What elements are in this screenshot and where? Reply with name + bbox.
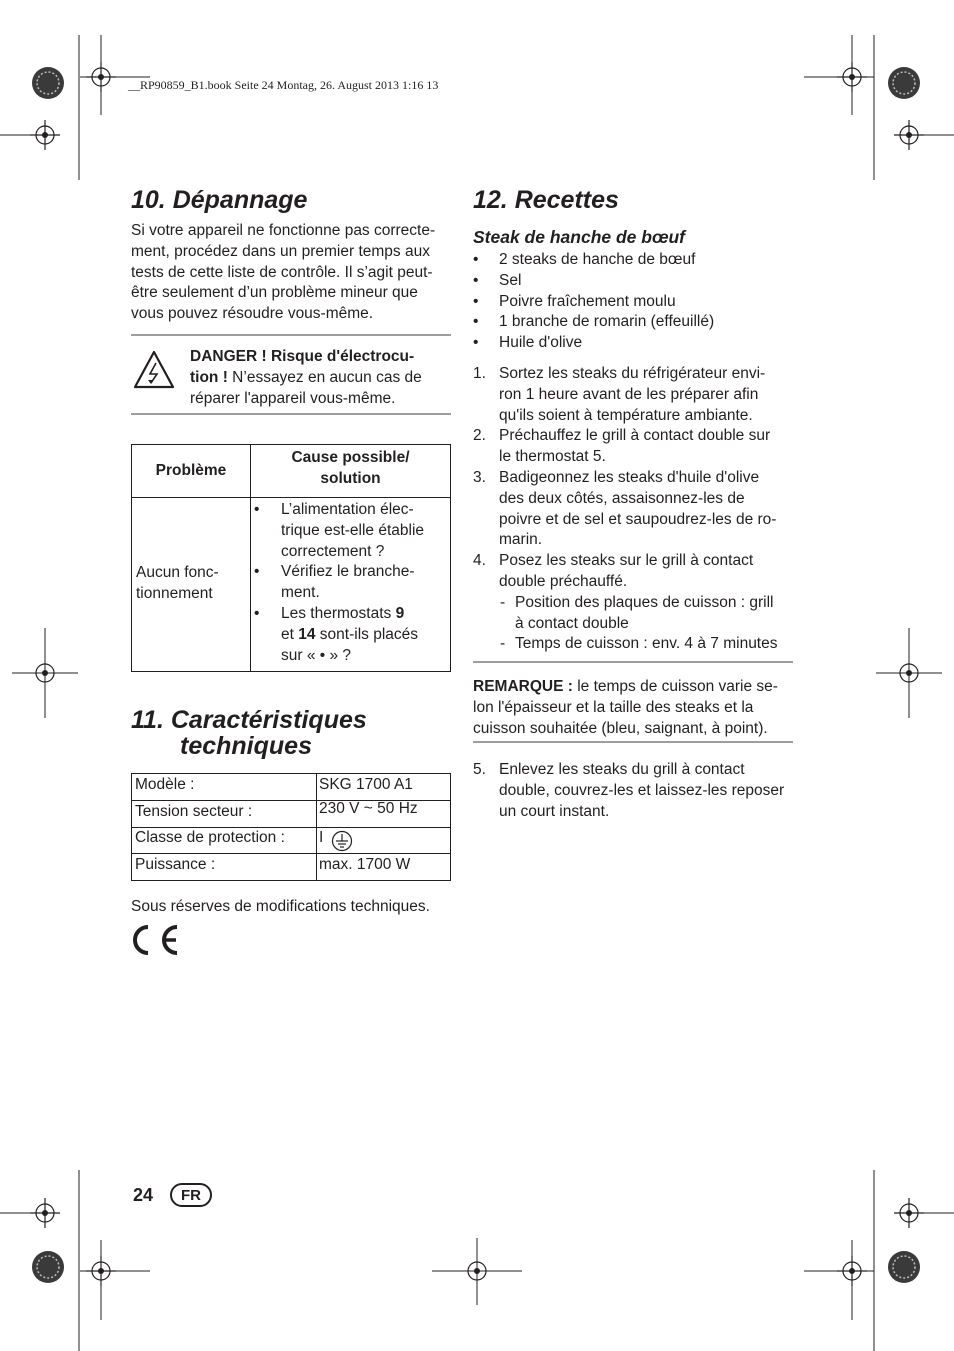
section-11-title: [131, 707, 367, 759]
step-number: 5.: [473, 761, 486, 778]
danger-line: [190, 368, 452, 389]
solution-text: Les thermostats: [281, 604, 396, 622]
solution-item: [254, 562, 450, 604]
specs-table: [131, 773, 451, 881]
dash: -: [500, 635, 506, 653]
step-line: Préchauffez le grill à contact double sur: [499, 427, 771, 445]
remark-note: [473, 677, 795, 739]
step-item: [473, 426, 795, 468]
step-line: Badigeonnez les steaks d'huile d'olive: [499, 468, 760, 486]
remark-line: cuisson souhaitée (bleu, saignant, à point).: [473, 719, 768, 737]
book-header: __RP90859_B1.book Seite 24 Montag, 26. August 2013 1:16 13: [128, 78, 439, 92]
ingredient-item: [473, 333, 793, 354]
danger-line: DANGER ! Risque d'électrocu-: [190, 348, 415, 365]
spec-value: max. 1700 W: [319, 856, 411, 873]
ingredient-text: 2 steaks de hanche de bœuf: [499, 251, 696, 268]
bullet: •: [254, 563, 260, 581]
solution-line: Vérifiez le branche-: [281, 563, 415, 581]
step-line: le thermostat 5.: [499, 448, 606, 466]
danger-text: N’essayez en aucun cas de: [227, 368, 422, 386]
solution-line: [281, 625, 450, 646]
step-line: Enlevez les steaks du grill à contact: [499, 761, 745, 778]
step-item: [473, 551, 795, 655]
divider: [131, 413, 451, 415]
remark-line: lon l'épaisseur et la taille des steaks et la: [473, 698, 754, 716]
divider: [473, 741, 793, 743]
remark-label: REMARQUE :: [473, 678, 573, 695]
bullet: •: [473, 292, 479, 310]
steps-list: [473, 364, 795, 655]
solution-line: correctement ?: [281, 542, 385, 560]
step-number: 1.: [473, 365, 486, 382]
ingredient-text: 1 branche de romarin (effeuillé): [499, 313, 715, 331]
spec-value: 230 V ~ 50 Hz: [319, 800, 418, 817]
problem-line: Aucun fonc-: [136, 564, 219, 581]
intro-line: ment, procédez dans un premier temps aux: [131, 242, 430, 260]
header-line: Cause possible/: [291, 449, 410, 466]
title-line: techniques: [180, 732, 312, 760]
dash: -: [500, 593, 506, 611]
sub-line: Position des plaques de cuisson : grill: [515, 593, 774, 611]
remark-text: le temps de cuisson varie se-: [572, 678, 778, 695]
solution-line: [281, 604, 450, 625]
electric-warning-icon: [133, 350, 175, 390]
step-line: un court instant.: [499, 802, 610, 820]
title-line: 11. Caractéristiques: [131, 706, 367, 734]
remark-line: [473, 677, 795, 698]
step-line: double, couvrez-les et laissez-les reposer: [499, 781, 785, 799]
solution-text: sont-ils placés: [315, 625, 418, 643]
specs-row-divider: [132, 853, 450, 854]
table-header-problem: Problème: [155, 462, 227, 479]
ingredient-list: [473, 250, 793, 354]
table-solution-cell: [254, 500, 450, 666]
intro-line: être seulement d’un problème mineur que: [131, 284, 418, 302]
earth-ground-icon: [331, 830, 353, 852]
ingredient-item: [473, 271, 793, 292]
spec-label: Classe de protection :: [135, 829, 285, 846]
bullet: •: [473, 271, 479, 289]
table-header-cause: [251, 448, 450, 490]
step-line: qu'ils soient à température ambiante.: [499, 406, 753, 424]
step-item: [473, 364, 795, 426]
ce-mark-logo: [133, 924, 181, 956]
part-number: 9: [395, 604, 405, 622]
danger-bold: tion !: [190, 368, 228, 386]
solution-item: [254, 604, 450, 666]
section-12-title: 12. Recettes: [473, 186, 619, 214]
step-item: [473, 468, 795, 551]
danger-warning: [190, 347, 452, 409]
section-10-intro: [131, 221, 456, 325]
ingredient-text: Huile d'olive: [499, 334, 583, 352]
sub-line: à contact double: [515, 614, 629, 632]
table-problem-cell: [136, 563, 248, 605]
solution-line: ment.: [281, 584, 320, 602]
bullet: •: [254, 501, 260, 518]
step-line: Sortez les steaks du réfrigérateur envi-: [499, 365, 766, 382]
spec-value: I: [319, 829, 324, 846]
solution-text: et: [281, 625, 299, 643]
step-line: double préchauffé.: [499, 572, 628, 590]
sub-item: [499, 634, 795, 655]
ingredient-text: Poivre fraîchement moulu: [499, 292, 676, 310]
section-10-title: 10. Dépannage: [131, 186, 308, 214]
intro-line: tests de cette liste de contrôle. Il s’agit peut-: [131, 263, 433, 281]
recipe-title: Steak de hanche de bœuf: [473, 227, 685, 247]
step-number: 2.: [473, 427, 486, 445]
header-line: solution: [320, 469, 381, 487]
ingredient-text: Sel: [499, 271, 522, 289]
ingredient-item: [473, 250, 793, 271]
spec-label: Tension secteur :: [135, 803, 253, 820]
divider: [131, 334, 451, 336]
spec-label: Puissance :: [135, 856, 216, 873]
language-badge: FR: [170, 1183, 212, 1207]
solution-line: sur « • » ?: [281, 646, 352, 664]
tech-note: Sous réserves de modifications techniques.: [131, 898, 430, 915]
solution-line: trique est-elle établie: [281, 521, 425, 539]
step-line: ron 1 heure avant de les préparer afin: [499, 385, 759, 403]
specs-row-divider: [132, 827, 450, 828]
ingredient-item: [473, 312, 793, 333]
danger-line: réparer l'appareil vous-même.: [190, 389, 396, 407]
bullet: •: [473, 313, 479, 331]
step-line: des deux côtés, assaisonnez-les de: [499, 489, 745, 507]
bullet: •: [473, 334, 479, 352]
step-line: Posez les steaks sur le grill à contact: [499, 552, 754, 570]
intro-line: Si votre appareil ne fonctionne pas correcte-: [131, 222, 436, 239]
ingredient-item: [473, 292, 793, 313]
problem-line: tionnement: [136, 584, 213, 602]
page-number: 24: [133, 1185, 154, 1205]
step-5: [473, 760, 795, 822]
divider: [473, 661, 793, 663]
solution-item: [254, 500, 450, 562]
solution-line: L’alimentation élec-: [281, 501, 414, 518]
sub-item: [499, 593, 795, 635]
spec-label: Modèle :: [135, 776, 195, 793]
sub-line: Temps de cuisson : env. 4 à 7 minutes: [515, 635, 778, 653]
bullet: •: [254, 604, 260, 622]
step-number: 4.: [473, 552, 486, 570]
intro-line: vous pouvez résoudre vous-même.: [131, 305, 374, 323]
spec-value: SKG 1700 A1: [319, 776, 413, 793]
table-row-divider: [132, 497, 450, 498]
step-line: marin.: [499, 531, 543, 549]
step-line: poivre et de sel et saupoudrez-les de ro-: [499, 510, 777, 528]
step-number: 3.: [473, 468, 486, 486]
step-item: [473, 760, 795, 822]
part-number: 14: [298, 625, 316, 643]
troubleshoot-table: [131, 444, 451, 672]
bullet: •: [473, 251, 479, 268]
